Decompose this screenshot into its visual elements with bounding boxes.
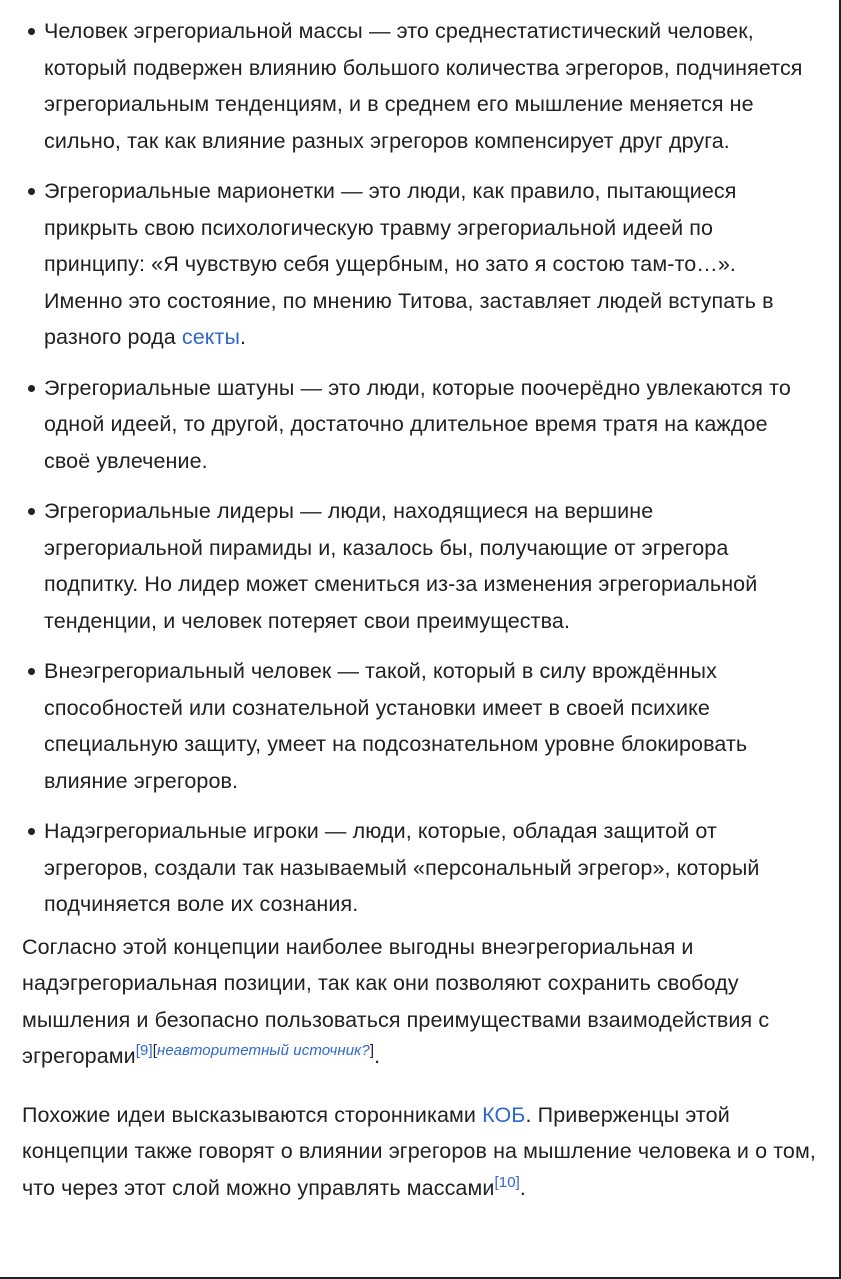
paragraph-text-after: . Приверженцы этой концепции также говорят о влиянии эгрегоров на мышление человека и о том, что через этот слой можно управлять массами [22, 1102, 816, 1200]
list-item-text: Человек эгрегориальной массы — это среднестатистический человек, который подвержен влиянию большого количества эгрегоров, подчиняется эгрегориальным тенденциям, и в среднем его мышление меняется не сильно, так как влияние разных эгрегоров компенсирует друг друга. [44, 19, 803, 153]
list-item [44, 813, 818, 923]
list-item [44, 370, 818, 480]
bullet-list [22, 13, 818, 923]
paragraph-kob [22, 1097, 818, 1207]
reference-10-link[interactable]: [10] [494, 1173, 520, 1191]
list-item-end: . [240, 325, 247, 349]
reference-9-link[interactable]: [9] [135, 1042, 153, 1059]
paragraph-text: Согласно этой концепции наиболее выгодны внеэгрегориальная и надэгрегориальная позиции, так как они позволяют сохранить свободу мышления и безопасно пользоваться преимуществами взаимодействия с эгрегорами [22, 934, 770, 1068]
unreliable-source-link[interactable]: неавторитетный источник? [157, 1042, 370, 1059]
list-item-text: Внеэгрегориальный человек — такой, который в силу врождённых способностей или сознательной установки имеет в своей психике специальную защиту, умеет на подсознательном уровне блокировать влияние эгрегоров. [44, 659, 748, 793]
paragraph-concept [22, 929, 818, 1075]
list-item-text: Эгрегориальные шатуны — это люди, которые поочерёдно увлекаются то одной идеей, то другой, достаточно длительное время тратя на каждое своё увлечение. [44, 375, 791, 473]
list-item-text: Эгрегориальные лидеры — люди, находящиеся на вершине эгрегориальной пирамиды и, казалось бы, получающие от эгрегора подпитку. Но лидер может смениться из-за изменения эгрегориальной тенденции, и человек потеряет свои преимущества. [44, 499, 758, 633]
paragraph-text: Похожие идеи высказываются сторонниками [22, 1102, 483, 1127]
paragraph-end: . [374, 1044, 381, 1068]
note-bracket-open: [ [152, 1042, 158, 1059]
sects-link[interactable]: секты [181, 325, 241, 349]
kob-link[interactable]: КОБ [482, 1102, 526, 1127]
paragraph-end: . [519, 1175, 526, 1200]
list-item [44, 173, 818, 356]
article-content [22, 13, 818, 1206]
list-item [44, 653, 818, 799]
list-item [44, 13, 818, 159]
list-item-text: Эгрегориальные марионетки — это люди, как правило, пытающиеся прикрыть свою психологическую травму эгрегориальной идеей по принципу: «Я чувствую себя ущербным, но зато я состою там-то…». Именно это состояние, по мнению Титова, заставляет людей вступать в разного рода [44, 179, 774, 349]
list-item [44, 493, 818, 639]
list-item-text: Надэгрегориальные игроки — люди, которые, обладая защитой от эгрегоров, создали так называемый «персональный эгрегор», который подчиняется воле их сознания. [44, 819, 760, 916]
note-bracket-close: ] [369, 1042, 375, 1059]
